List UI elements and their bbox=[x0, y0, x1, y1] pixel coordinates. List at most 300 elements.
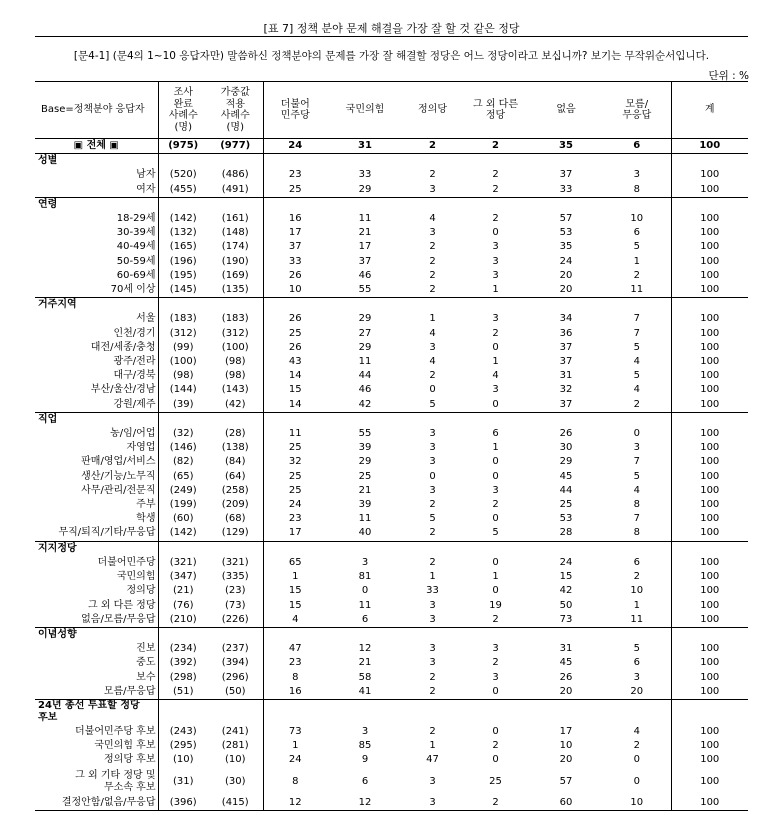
cell-value: 47 bbox=[426, 754, 439, 766]
cell-value: 2 bbox=[429, 169, 436, 181]
cell-value: 10 bbox=[603, 212, 671, 226]
cell-value: (226) bbox=[208, 613, 263, 628]
cell-value: 24 bbox=[288, 754, 302, 766]
cell-value: 24 bbox=[288, 499, 302, 511]
cell-value: 3 bbox=[429, 643, 436, 655]
cell-value: (132) bbox=[169, 227, 197, 239]
row-label: 학생 bbox=[35, 512, 158, 526]
row-label: 그 외 다른 정당 bbox=[35, 599, 158, 613]
cell-value: 3 bbox=[429, 775, 436, 787]
cell-value: 3 bbox=[492, 255, 499, 267]
cell-value: (237) bbox=[208, 642, 263, 656]
cell-value: 2 bbox=[429, 527, 436, 539]
cell-value: 23 bbox=[288, 513, 302, 525]
table-row bbox=[35, 427, 748, 441]
cell-value: (135) bbox=[208, 283, 263, 298]
cell-value: 2 bbox=[429, 269, 436, 281]
table-row bbox=[35, 570, 748, 584]
cell-value: 73 bbox=[288, 725, 302, 737]
cell-value: 100 bbox=[671, 139, 748, 154]
cell-value: 7 bbox=[603, 455, 671, 469]
cell-value: 10 bbox=[559, 740, 573, 752]
cell-value: 100 bbox=[700, 585, 720, 597]
cell-value: 12 bbox=[327, 796, 403, 811]
cell-value: (174) bbox=[208, 240, 263, 254]
empty-cell bbox=[671, 712, 748, 725]
row-label: 더불어민주당 bbox=[35, 556, 158, 570]
cell-value: 6 bbox=[603, 139, 671, 154]
row-label: 부산/울산/경남 bbox=[35, 383, 158, 397]
cell-value: 11 bbox=[288, 428, 302, 440]
row-label: 강원/제주 bbox=[35, 398, 158, 413]
empty-cell bbox=[208, 412, 263, 427]
cell-value: 6 bbox=[603, 656, 671, 670]
cell-value: 11 bbox=[358, 599, 372, 611]
row-label: 판매/영업/서비스 bbox=[35, 455, 158, 469]
cell-value: 37 bbox=[559, 398, 573, 410]
cell-value: 25 bbox=[288, 470, 302, 482]
cell-value: 2 bbox=[603, 269, 671, 283]
cell-value: 100 bbox=[700, 470, 720, 482]
cell-value: 4 bbox=[603, 383, 671, 397]
table-row bbox=[35, 240, 748, 254]
cell-value: 50 bbox=[559, 599, 573, 611]
cell-value: 27 bbox=[358, 327, 372, 339]
empty-cell bbox=[158, 699, 208, 712]
row-label: 더불어민주당 후보 bbox=[35, 725, 158, 739]
cell-value: 2 bbox=[492, 327, 499, 339]
table-body bbox=[35, 139, 748, 811]
empty-cell bbox=[327, 627, 403, 642]
group-label: 이념성향 bbox=[35, 627, 158, 642]
table-row bbox=[35, 355, 748, 369]
cell-value: 17 bbox=[358, 241, 372, 253]
cell-value: (281) bbox=[208, 739, 263, 753]
cell-value: (129) bbox=[208, 526, 263, 541]
cell-value: 26 bbox=[288, 341, 302, 353]
empty-cell bbox=[603, 154, 671, 169]
cell-value: (195) bbox=[169, 269, 197, 281]
table-row bbox=[35, 685, 748, 700]
empty-cell bbox=[403, 699, 462, 712]
cell-value: (73) bbox=[208, 599, 263, 613]
cell-value: 3 bbox=[492, 241, 499, 253]
cell-value: 20 bbox=[603, 685, 671, 700]
row-label: 없음/모름/무응답 bbox=[35, 613, 158, 628]
empty-cell bbox=[671, 627, 748, 642]
survey-table bbox=[35, 81, 748, 811]
cell-value: (396) bbox=[158, 796, 208, 811]
empty-cell bbox=[462, 298, 529, 313]
cell-value: 44 bbox=[358, 370, 372, 382]
cell-value: 23 bbox=[288, 657, 302, 669]
cell-value: 8 bbox=[603, 183, 671, 198]
empty-cell bbox=[263, 298, 327, 313]
cell-value: (98) bbox=[208, 369, 263, 383]
empty-cell bbox=[671, 699, 748, 712]
cell-value: 2 bbox=[429, 725, 436, 737]
group-header-cont bbox=[35, 712, 748, 725]
cell-value: 1 bbox=[429, 740, 436, 752]
cell-value: (64) bbox=[208, 470, 263, 484]
cell-value: (165) bbox=[169, 241, 197, 253]
cell-value: (32) bbox=[172, 428, 194, 440]
header-ppp: 국민의힘 bbox=[327, 82, 403, 139]
empty-cell bbox=[263, 412, 327, 427]
cell-value: 37 bbox=[559, 169, 573, 181]
empty-cell bbox=[158, 712, 208, 725]
table-row bbox=[35, 168, 748, 182]
row-label: 중도 bbox=[35, 656, 158, 670]
total-row bbox=[35, 139, 748, 154]
cell-value: 42 bbox=[358, 398, 372, 410]
empty-cell bbox=[671, 412, 748, 427]
row-label: 자영업 bbox=[35, 441, 158, 455]
table-row bbox=[35, 441, 748, 455]
cell-value: (142) bbox=[169, 527, 197, 539]
table-row bbox=[35, 512, 748, 526]
cell-value: (392) bbox=[169, 657, 197, 669]
cell-value: 0 bbox=[603, 427, 671, 441]
cell-value: 100 bbox=[700, 313, 720, 325]
row-label: 서울 bbox=[35, 312, 158, 326]
empty-cell bbox=[208, 298, 263, 313]
header-total: 계 bbox=[671, 82, 748, 139]
cell-value: (298) bbox=[169, 671, 197, 683]
cell-value: 8 bbox=[292, 775, 299, 787]
cell-value: 3 bbox=[492, 269, 499, 281]
title-divider bbox=[35, 36, 748, 37]
row-label: 대구/경북 bbox=[35, 369, 158, 383]
cell-value: 100 bbox=[700, 499, 720, 511]
table-row bbox=[35, 470, 748, 484]
table-row bbox=[35, 656, 748, 670]
row-label: 정의당 bbox=[35, 584, 158, 598]
cell-value: 0 bbox=[492, 456, 499, 468]
cell-value: 12 bbox=[358, 643, 372, 655]
empty-cell bbox=[327, 412, 403, 427]
cell-value: 23 bbox=[288, 169, 302, 181]
table-row bbox=[35, 556, 748, 570]
cell-value: 11 bbox=[358, 213, 372, 225]
empty-cell bbox=[208, 197, 263, 212]
cell-value: 33 bbox=[426, 585, 439, 597]
cell-value: 9 bbox=[361, 754, 369, 766]
cell-value: 25 bbox=[288, 327, 302, 339]
cell-value: 1 bbox=[429, 313, 436, 325]
cell-value: 1 bbox=[492, 284, 499, 296]
cell-value: 4 bbox=[429, 356, 436, 368]
cell-value: 100 bbox=[700, 213, 720, 225]
cell-value: 100 bbox=[700, 327, 720, 339]
cell-value: 2 bbox=[403, 139, 462, 154]
header-weighted-count: 가중값 적용 사례수 (명) bbox=[208, 82, 263, 139]
table-row bbox=[35, 599, 748, 613]
table-row bbox=[35, 753, 748, 767]
cell-value: 16 bbox=[288, 213, 302, 225]
table-row bbox=[35, 226, 748, 240]
group-label: 24년 총선 투표할 정당 bbox=[35, 699, 158, 712]
cell-value: 100 bbox=[700, 370, 720, 382]
cell-value: (210) bbox=[169, 613, 197, 625]
cell-value: 55 bbox=[358, 284, 372, 296]
cell-value: 0 bbox=[492, 513, 499, 525]
table-row bbox=[35, 526, 748, 541]
empty-cell bbox=[327, 699, 403, 712]
empty-cell bbox=[529, 712, 603, 725]
cell-value: (977) bbox=[208, 139, 263, 154]
empty-cell bbox=[158, 298, 208, 313]
cell-value: 0 bbox=[492, 556, 499, 568]
cell-value: (491) bbox=[208, 183, 263, 198]
cell-value: 4 bbox=[492, 370, 499, 382]
header-democratic: 더불어 민주당 bbox=[263, 82, 327, 139]
cell-value: 3 bbox=[492, 384, 499, 396]
empty-cell bbox=[671, 541, 748, 556]
cell-value: 100 bbox=[700, 442, 720, 454]
empty-cell bbox=[603, 712, 671, 725]
unit-label: 단위 : % bbox=[708, 70, 749, 82]
cell-value: 7 bbox=[603, 512, 671, 526]
cell-value: 44 bbox=[559, 484, 573, 496]
cell-value: 6 bbox=[361, 775, 369, 787]
cell-value: 11 bbox=[603, 283, 671, 298]
cell-value: 100 bbox=[700, 556, 720, 568]
cell-value: 5 bbox=[492, 527, 499, 539]
table-row bbox=[35, 455, 748, 469]
cell-value: 2 bbox=[492, 499, 499, 511]
cell-value: 29 bbox=[358, 341, 372, 353]
cell-value: 24 bbox=[263, 139, 327, 154]
group-header bbox=[35, 627, 748, 642]
empty-cell bbox=[603, 699, 671, 712]
cell-value: 15 bbox=[559, 571, 573, 583]
empty-cell bbox=[529, 627, 603, 642]
cell-value: 20 bbox=[559, 269, 573, 281]
cell-value: 100 bbox=[700, 643, 720, 655]
cell-value: 7 bbox=[603, 327, 671, 341]
cell-value: 24 bbox=[559, 556, 573, 568]
row-label: 진보 bbox=[35, 642, 158, 656]
cell-value: 40 bbox=[358, 527, 372, 539]
cell-value: 3 bbox=[492, 643, 499, 655]
table-row bbox=[35, 255, 748, 269]
cell-value: 0 bbox=[429, 384, 436, 396]
cell-value: (415) bbox=[208, 796, 263, 811]
row-label: 여자 bbox=[35, 183, 158, 198]
row-label: 보수 bbox=[35, 671, 158, 685]
cell-value: 25 bbox=[358, 470, 372, 482]
cell-value: 1 bbox=[603, 599, 671, 613]
cell-value: 2 bbox=[492, 169, 499, 181]
table-row bbox=[35, 584, 748, 598]
cell-value: 5 bbox=[429, 513, 436, 525]
cell-value: 11 bbox=[358, 513, 372, 525]
empty-cell bbox=[603, 627, 671, 642]
cell-value: 39 bbox=[358, 442, 372, 454]
cell-value: 100 bbox=[700, 241, 720, 253]
empty-cell bbox=[327, 541, 403, 556]
table-row bbox=[35, 283, 748, 298]
cell-value: (394) bbox=[208, 656, 263, 670]
empty-cell bbox=[158, 154, 208, 169]
cell-value: 39 bbox=[358, 499, 372, 511]
cell-value: 4 bbox=[603, 484, 671, 498]
cell-value: (321) bbox=[169, 556, 197, 568]
empty-cell bbox=[671, 197, 748, 212]
row-label: 50-59세 bbox=[35, 255, 158, 269]
cell-value: 4 bbox=[292, 613, 299, 625]
cell-value: 17 bbox=[559, 725, 573, 737]
row-label: 70세 이상 bbox=[35, 283, 158, 298]
cell-value: (50) bbox=[208, 685, 263, 700]
cell-value: 100 bbox=[700, 183, 720, 195]
row-label: 30-39세 bbox=[35, 226, 158, 240]
empty-cell bbox=[462, 197, 529, 212]
cell-value: 0 bbox=[492, 341, 499, 353]
row-label: 결정안함/없음/무응답 bbox=[35, 796, 158, 811]
table-row bbox=[35, 269, 748, 283]
cell-value: 0 bbox=[603, 753, 671, 767]
cell-value: 3 bbox=[492, 313, 499, 325]
cell-value: (100) bbox=[208, 341, 263, 355]
cell-value: (520) bbox=[169, 169, 197, 181]
cell-value: 4 bbox=[429, 327, 436, 339]
group-header bbox=[35, 298, 748, 313]
cell-value: 3 bbox=[492, 671, 499, 683]
row-label: 국민의힘 후보 bbox=[35, 739, 158, 753]
cell-value: (295) bbox=[169, 740, 197, 752]
row-label: 인천/경기 bbox=[35, 327, 158, 341]
cell-value: (234) bbox=[169, 643, 197, 655]
cell-value: 0 bbox=[492, 685, 499, 697]
cell-value: 3 bbox=[429, 227, 436, 239]
cell-value: (196) bbox=[169, 255, 197, 267]
cell-value: 1 bbox=[292, 571, 299, 583]
cell-value: 100 bbox=[700, 384, 720, 396]
header-none: 없음 bbox=[529, 82, 603, 139]
cell-value: 26 bbox=[288, 313, 302, 325]
cell-value: 6 bbox=[361, 613, 369, 625]
group-label: 지지정당 bbox=[35, 541, 158, 556]
cell-value: 2 bbox=[429, 241, 436, 253]
table-row bbox=[35, 369, 748, 383]
empty-cell bbox=[327, 712, 403, 725]
group-label: 후보 bbox=[35, 712, 158, 725]
table-row bbox=[35, 796, 748, 811]
cell-value: 100 bbox=[700, 725, 720, 737]
cell-value: 0 bbox=[361, 585, 369, 597]
cell-value: 3 bbox=[429, 183, 436, 195]
cell-value: 20 bbox=[559, 754, 573, 766]
cell-value: (68) bbox=[208, 512, 263, 526]
cell-value: 21 bbox=[358, 657, 372, 669]
cell-value: 5 bbox=[603, 341, 671, 355]
cell-value: 58 bbox=[358, 671, 372, 683]
cell-value: 0 bbox=[429, 470, 436, 482]
cell-value: (28) bbox=[208, 427, 263, 441]
empty-cell bbox=[158, 412, 208, 427]
cell-value: (347) bbox=[169, 571, 197, 583]
cell-value: 33 bbox=[559, 183, 573, 195]
cell-value: (51) bbox=[172, 685, 194, 697]
cell-value: (10) bbox=[172, 754, 194, 766]
cell-value: 0 bbox=[492, 470, 499, 482]
group-label: 직업 bbox=[35, 412, 158, 427]
cell-value: 43 bbox=[288, 356, 302, 368]
empty-cell bbox=[462, 712, 529, 725]
cell-value: 45 bbox=[559, 657, 573, 669]
group-label: 연령 bbox=[35, 197, 158, 212]
empty-cell bbox=[327, 197, 403, 212]
cell-value: 100 bbox=[700, 255, 720, 267]
row-label: 대전/세종/충청 bbox=[35, 341, 158, 355]
cell-value: 26 bbox=[559, 428, 573, 440]
cell-value: 12 bbox=[263, 796, 327, 811]
cell-value: (258) bbox=[208, 484, 263, 498]
cell-value: 46 bbox=[358, 384, 372, 396]
cell-value: 3 bbox=[361, 556, 369, 568]
cell-value: 30 bbox=[559, 442, 573, 454]
cell-value: 57 bbox=[559, 213, 573, 225]
cell-value: 16 bbox=[288, 685, 302, 697]
empty-cell bbox=[158, 197, 208, 212]
empty-cell bbox=[263, 712, 327, 725]
empty-cell bbox=[208, 627, 263, 642]
row-label: 그 외 기타 정당 및 무소속 후보 bbox=[35, 768, 158, 796]
cell-value: 3 bbox=[429, 456, 436, 468]
cell-value: 14 bbox=[288, 398, 302, 410]
cell-value: (42) bbox=[208, 398, 263, 413]
cell-value: (100) bbox=[169, 356, 197, 368]
table-title: [표 7] 정책 분야 문제 해결을 가장 잘 할 것 같은 정당 bbox=[263, 22, 520, 35]
cell-value: (10) bbox=[208, 753, 263, 767]
cell-value: (30) bbox=[208, 768, 263, 796]
cell-value: 1 bbox=[292, 740, 299, 752]
empty-cell bbox=[403, 154, 462, 169]
header-survey-count: 조사 완료 사례수 (명) bbox=[158, 82, 208, 139]
cell-value: (190) bbox=[208, 255, 263, 269]
cell-value: 6 bbox=[603, 226, 671, 240]
empty-cell bbox=[403, 541, 462, 556]
cell-value: (455) bbox=[169, 183, 197, 195]
empty-cell bbox=[403, 197, 462, 212]
row-label: 농/임/어업 bbox=[35, 427, 158, 441]
table-row bbox=[35, 613, 748, 628]
empty-cell bbox=[327, 298, 403, 313]
cell-value: 3 bbox=[429, 613, 436, 625]
cell-value: (145) bbox=[169, 284, 197, 296]
empty-cell bbox=[263, 627, 327, 642]
cell-value: 5 bbox=[603, 240, 671, 254]
cell-value: 29 bbox=[358, 456, 372, 468]
cell-value: 2 bbox=[603, 570, 671, 584]
cell-value: (39) bbox=[172, 398, 194, 410]
cell-value: 2 bbox=[429, 671, 436, 683]
cell-value: 26 bbox=[288, 269, 302, 281]
cell-value: 100 bbox=[700, 398, 720, 410]
cell-value: 2 bbox=[492, 613, 499, 625]
cell-value: 6 bbox=[492, 428, 499, 440]
cell-value: 3 bbox=[603, 441, 671, 455]
cell-value: 3 bbox=[429, 442, 436, 454]
empty-cell bbox=[529, 197, 603, 212]
cell-value: 100 bbox=[700, 657, 720, 669]
group-header bbox=[35, 412, 748, 427]
table-row bbox=[35, 183, 748, 198]
cell-value: (142) bbox=[169, 213, 197, 225]
cell-value: 35 bbox=[559, 241, 573, 253]
